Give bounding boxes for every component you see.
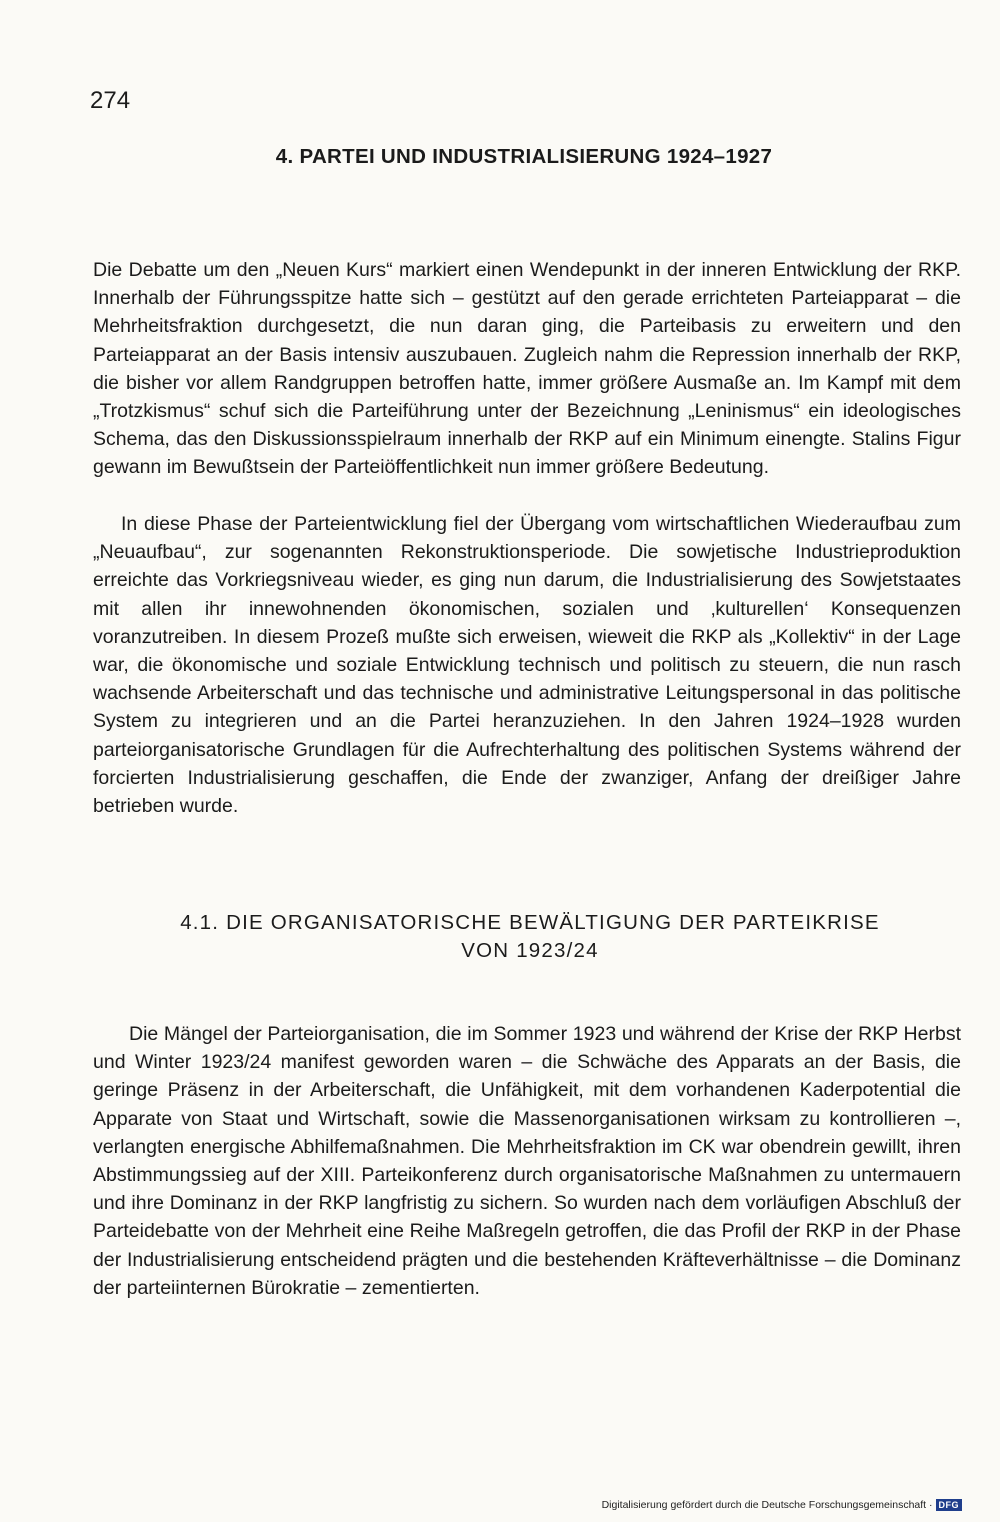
- credit-text: Digitalisierung gefördert durch die Deutsche Forschungsgemeinschaft ·: [601, 1499, 933, 1511]
- page-number: 274: [90, 87, 131, 114]
- body-paragraph-2: In diese Phase der Parteientwicklung fiel der Übergang vom wirtschaftlichen Wiederaufbau zum „Neuaufbau“, zur sogenannten Rekonstruktionsperiode. Die sowjetische Industrieproduktion erreichte das Vorkriegsniveau wieder, es ging nun darum, die Industrialisierung des Sowjetstaates mit allen ihr innewohnenden ökonomischen, sozialen und ‚kulturellen‘ Konsequenzen voranzutreiben. In diesem Prozeß mußte sich erweisen, wieweit die RKP als „Kollektiv“ in der Lage war, die ökonomische und soziale Entwicklung technisch und politisch zu steuern, die nun rasch wachsende Arbeiterschaft und das technische und administrative Leitungspersonal in das politische System zu integrieren und an die Partei heranzuziehen. In den Jahren 1924–1928 wurden parteiorganisatorische Grundlagen für die Aufrechterhaltung des politischen Systems während der forcierten Industrialisierung geschaffen, die Ende der zwanziger, Anfang der dreißiger Jahre betrieben wurde.: [93, 513, 961, 818]
- section-heading-line-2: VON 1923/24: [461, 939, 599, 962]
- dfg-logo-icon: DFG: [936, 1499, 963, 1511]
- section-heading: [90, 909, 970, 965]
- section-paragraph: Die Mängel der Parteiorganisation, die im Sommer 1923 und während der Krise der RKP Herbst und Winter 1923/24 manifest geworden waren – die Schwäche des Apparats an der Basis, die geringe Präsenz in der Arbeiterschaft, die Unfähigkeit, mit dem vorhandenen Kaderpotential die Apparate von Staat und Wirtschaft, sowie die Massenorganisationen wirksam zu kontrollieren –, verlangten energische Abhilfemaßnahmen. Die Mehrheitsfraktion im CK war obendrein gewillt, ihren Abstimmungssieg auf der XIII. Parteikonferenz durch organisatorische Maßnahmen zu untermauern und ihre Dominanz in der RKP langfristig zu sichern. So wurden nach dem vorläufigen Abschluß der Parteidebatte von der Mehrheit eine Reihe Maßregeln getroffen, die das Profil der RKP in der Phase der Industrialisierung entscheidend prägten und die bestehenden Kräfteverhältnisse – die Dominanz der parteiinternen Bürokratie – zementierten.: [93, 1023, 961, 1299]
- chapter-heading: 4. PARTEI UND INDUSTRIALISIERUNG 1924–1927: [275, 145, 773, 168]
- digitization-credit: [602, 1498, 962, 1512]
- body-paragraph-1: Die Debatte um den „Neuen Kurs“ markiert einen Wendepunkt in der inneren Entwicklung der RKP. Innerhalb der Führungsspitze hatte sich – gestützt auf den gerade errichteten Parteiapparat – die Mehrheitsfraktion durchgesetzt, die nun daran ging, die Parteibasis zu erweitern und den Parteiapparat an der Basis intensiv auszubauen. Zugleich nahm die Repression innerhalb der RKP, die bisher vor allem Randgruppen betroffen hatte, immer größere Ausmaße an. Im Kampf mit dem „Trotzkismus“ schuf sich die Parteiführung unter der Bezeichnung „Leninismus“ ein ideologisches Schema, das den Diskussionsspielraum innerhalb der RKP auf ein Minimum einengte. Stalins Figur gewann im Bewußtsein der Parteiöffentlichkeit nun immer größere Bedeutung.: [93, 259, 961, 479]
- section-heading-line-1: 4.1. DIE ORGANISATORISCHE BEWÄLTIGUNG DER PARTEIKRISE: [180, 911, 880, 934]
